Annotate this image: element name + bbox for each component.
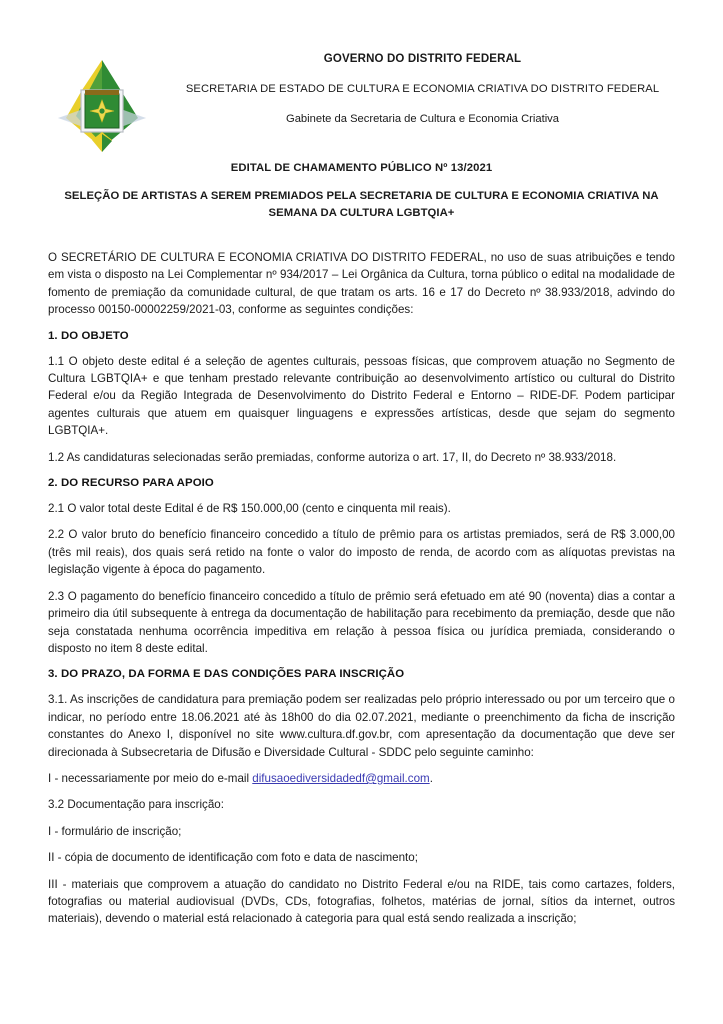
paragraph-2-2: 2.2 O valor bruto do benefício financeiro concedido a título de prêmio para os artistas premiados, será de R$ 3.000,00 (três mil reais), dos quais será retido na fonte o valor do imposto de renda, de acordo com as alíquotas previstas na legislação vigente à época do pagamento.: [48, 528, 675, 577]
section-heading-2-do-recurso-para-apoio: 2. DO RECURSO PARA APOIO: [48, 477, 214, 490]
paragraph-1-2: 1.2 As candidaturas selecionadas serão premiadas, conforme autoriza o art. 17, II, do Decreto nº 38.933/2018.: [48, 450, 617, 464]
email-link-difusaoediversidade[interactable]: difusaoediversidadedf@gmail.com: [252, 771, 430, 785]
item-iii-materiais: III - materiais que comprovem a atuação do candidato no Distrito Federal e/ou na RIDE, tais como cartazes, folders, fotografias ou material audiovisual (DVDs, CDs, fotografias, folhetos, matérias de jornal, sítios da internet, outros materiais), devendo o material está relacionado à categoria para qual está sendo realizada a inscrição;: [48, 877, 675, 926]
header-line-gabinete: Gabinete da Secretaria de Cultura e Economia Criativa: [286, 113, 559, 125]
document-header: [0, 52, 723, 126]
section-heading-1-do-objeto: 1. DO OBJETO: [48, 329, 129, 342]
paragraph-1-1: 1.1 O objeto deste edital é a seleção de agentes culturais, pessoas físicas, que comprovem atuação no Segmento de Cultura LGBTQIA+ e que tenham prestado relevante contribuição ao desenvolvimento artístico ou cultural do Distrito Federal e/ou da Região Integrada de Desenvolvimento do Distrito Federal e Entorno – RIDE-DF. Podem participar agentes culturais que atuem em quaisquer linguagens e expressões artísticas, desde que sejam do segmento LGBTQIA+.: [48, 354, 675, 438]
document-body: [48, 249, 675, 928]
title-selecao-artistas: SELEÇÃO DE ARTISTAS A SEREM PREMIADOS PELA SECRETARIA DE CULTURA E ECONOMIA CRIATIVA NA SEMANA DA CULTURA LGBTQIA+: [64, 190, 659, 219]
paragraph-3-1: 3.1. As inscrições de candidatura para premiação podem ser realizadas pelo próprio interessado ou por um terceiro que o indicar, no período entre 18.06.2021 até às 18h00 do dia 02.07.2021, mediante o preenchimento da ficha de inscrição constantes do Anexo I, disponível no site www.cultura.df.gov.br, com apresentação da documentação que deve ser direcionada à Subsecretaria de Difusão e Diversidade Cultural - SDDC pelo seguinte caminho:: [48, 693, 675, 759]
section-heading-3-do-prazo-forma-condicoes: 3. DO PRAZO, DA FORMA E DAS CONDIÇÕES PARA INSCRIÇÃO: [48, 668, 405, 681]
paragraph-3-2: 3.2 Documentação para inscrição:: [48, 798, 224, 812]
title-edital-numero: EDITAL DE CHAMAMENTO PÚBLICO Nº 13/2021: [230, 162, 493, 174]
item-i-formulario: I - formulário de inscrição;: [48, 824, 182, 838]
email-item-suffix: .: [429, 771, 433, 785]
header-line-secretaria: SECRETARIA DE ESTADO DE CULTURA E ECONOMIA CRIATIVA DO DISTRITO FEDERAL: [185, 83, 660, 95]
item-ii-copia-documento: II - cópia de documento de identificação com foto e data de nascimento;: [48, 851, 418, 865]
preamble-paragraph: O SECRETÁRIO DE CULTURA E ECONOMIA CRIATIVA DO DISTRITO FEDERAL, no uso de suas atribuições e tendo em vista o disposto na Lei Complementar nº 934/2017 – Lei Orgânica da Cultura, torna público o edital na modalidade de fomento de premiação da comunidade cultural, de que tratam os arts. 16 e 17 do Decreto nº 38.933/2018, advindo do processo 00150-00002259/2021-03, conforme as seguintes condições:: [48, 251, 675, 317]
paragraph-2-3: 2.3 O pagamento do benefício financeiro concedido a título de prêmio será efetuado em até 90 (noventa) dias a contar a primeiro dia útil subsequente à entrega da documentação de habilitação para recebimento da premiação, desde que não seja constatada nenhuma ocorrência impeditiva em relação à pessoa física ou jurídica premiada, considerando o disposto no item 8 deste edital.: [48, 589, 675, 655]
document-titles: [48, 161, 675, 222]
brasao-distrito-federal-logo: [56, 56, 148, 156]
paragraph-2-1: 2.1 O valor total deste Edital é de R$ 150.000,00 (cento e cinquenta mil reais).: [48, 502, 451, 516]
paragraph-email-item: [48, 770, 675, 787]
header-line-governo: GOVERNO DO DISTRITO FEDERAL: [323, 53, 522, 65]
email-item-prefix: I - necessariamente por meio do e-mail: [48, 771, 253, 785]
